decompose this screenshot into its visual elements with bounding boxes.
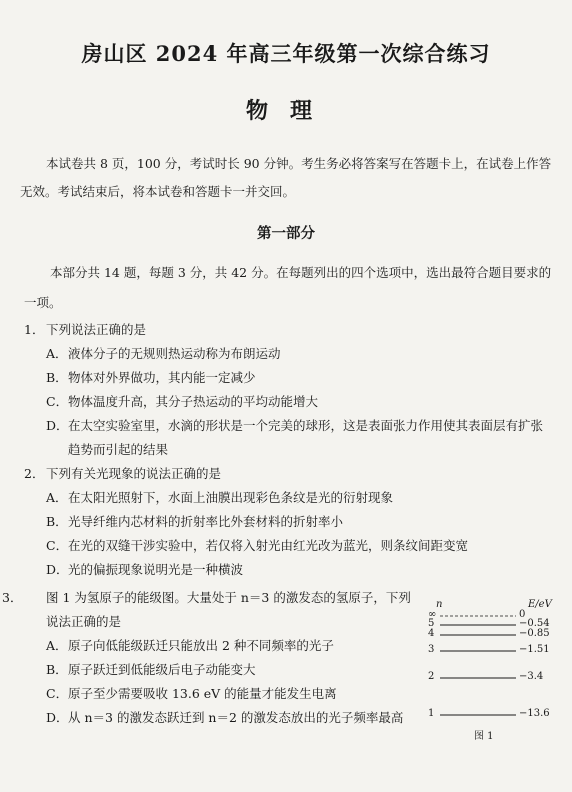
question-text: 下列说法正确的是 xyxy=(46,322,147,337)
energy-level-diagram xyxy=(424,595,564,745)
level-n-label: ∞ xyxy=(428,609,437,620)
option-text: 在太阳光照射下，水面上油膜出现彩色条纹是光的衍射现象 xyxy=(68,490,394,505)
energy-axis-label: E/eV xyxy=(528,599,552,610)
n-axis-label: n xyxy=(436,599,443,610)
option-letter: D． xyxy=(46,418,69,433)
option-letter: C． xyxy=(46,394,69,409)
option-text: 光导纤维内芯材料的折射率比外套材料的折射率小 xyxy=(68,514,344,529)
question-text: 下列有关光现象的说法正确的是 xyxy=(46,466,222,481)
option-a xyxy=(24,342,554,366)
option-text: 光的偏振现象说明光是一种横波 xyxy=(68,562,244,577)
option-text: 原子至少需要吸收 13.6 eV 的能量才能发生电离 xyxy=(68,686,337,701)
option-letter: B． xyxy=(46,514,68,529)
level-n-label: 1 xyxy=(428,708,435,719)
level-n-label: 4 xyxy=(428,628,435,639)
option-a xyxy=(24,634,414,658)
option-d xyxy=(24,414,554,462)
option-a xyxy=(24,486,554,510)
option-text: 物体对外界做功，其内能一定减少 xyxy=(68,370,256,385)
option-b xyxy=(24,658,414,682)
option-letter: A． xyxy=(46,490,68,505)
option-text: 从 n＝3 的激发态跃迁到 n＝2 的激发态放出的光子频率最高 xyxy=(68,710,404,725)
option-text: 在光的双缝干涉实验中，若仅将入射光由红光改为蓝光，则条纹间距变宽 xyxy=(68,538,469,553)
level-energy-label: −13.6 xyxy=(519,708,550,719)
option-letter: B． xyxy=(46,370,68,385)
option-text: 在太空实验室里，水滴的形状是一个完美的球形，这是表面张力作用使其表面层有扩张趋势而引起的结果 xyxy=(68,418,544,457)
option-letter: C． xyxy=(46,538,69,553)
option-letter: D． xyxy=(46,710,69,725)
figure-caption: 图 1 xyxy=(474,731,494,742)
level-n-label: 3 xyxy=(428,644,435,655)
subject-title: 物理 xyxy=(245,98,334,124)
level-energy-label: −1.51 xyxy=(519,644,550,655)
question-text: 图 1 为氢原子的能级图。大量处于 n＝3 的激发态的氢原子，下列说法正确的是 xyxy=(46,590,411,629)
option-letter: A． xyxy=(46,638,68,653)
level-n-label: 2 xyxy=(428,671,435,682)
level-energy-label: −0.85 xyxy=(519,628,550,639)
option-b xyxy=(24,510,554,534)
option-letter: C． xyxy=(46,686,69,701)
level-energy-label: 0 xyxy=(519,609,526,620)
question-2 xyxy=(24,462,554,582)
question-stem xyxy=(2,586,414,634)
level-energy-label: −0.54 xyxy=(519,618,550,629)
option-c xyxy=(24,534,554,558)
question-stem xyxy=(24,318,554,342)
part-title: 第一部分 xyxy=(257,225,315,242)
option-text: 原子向低能级跃迁只能放出 2 种不同频率的光子 xyxy=(68,638,334,653)
level-energy-label: −3.4 xyxy=(519,671,544,682)
question-number: 1． xyxy=(24,322,45,337)
exam-title: 房山区 2024 年高三年级第一次综合练习 xyxy=(81,41,491,66)
question-stem xyxy=(24,462,554,486)
option-text: 物体温度升高，其分子热运动的平均动能增大 xyxy=(68,394,319,409)
option-text: 原子跃迁到低能级后电子动能变大 xyxy=(68,662,256,677)
option-c xyxy=(24,682,414,706)
question-number: 3． xyxy=(2,590,23,605)
part-intro: 本部分共 14 题，每题 3 分，共 42 分。在每题列出的四个选项中，选出最符合题目要求的一项。 xyxy=(24,265,552,310)
level-n-label: 5 xyxy=(428,618,435,629)
option-c xyxy=(24,390,554,414)
question-number: 2． xyxy=(24,466,45,481)
option-letter: D． xyxy=(46,562,69,577)
question-3 xyxy=(2,586,414,730)
option-text: 液体分子的无规则热运动称为布朗运动 xyxy=(68,346,281,361)
question-1 xyxy=(24,318,554,462)
option-b xyxy=(24,366,554,390)
option-d xyxy=(24,558,554,582)
option-letter: B． xyxy=(46,662,68,677)
option-letter: A． xyxy=(46,346,68,361)
exam-instructions: 本试卷共 8 页，100 分，考试时长 90 分钟。考生务必将答案写在答题卡上，在试卷上作答无效。考试结束后，将本试卷和答题卡一并交回。 xyxy=(20,156,552,199)
option-d xyxy=(24,706,414,730)
